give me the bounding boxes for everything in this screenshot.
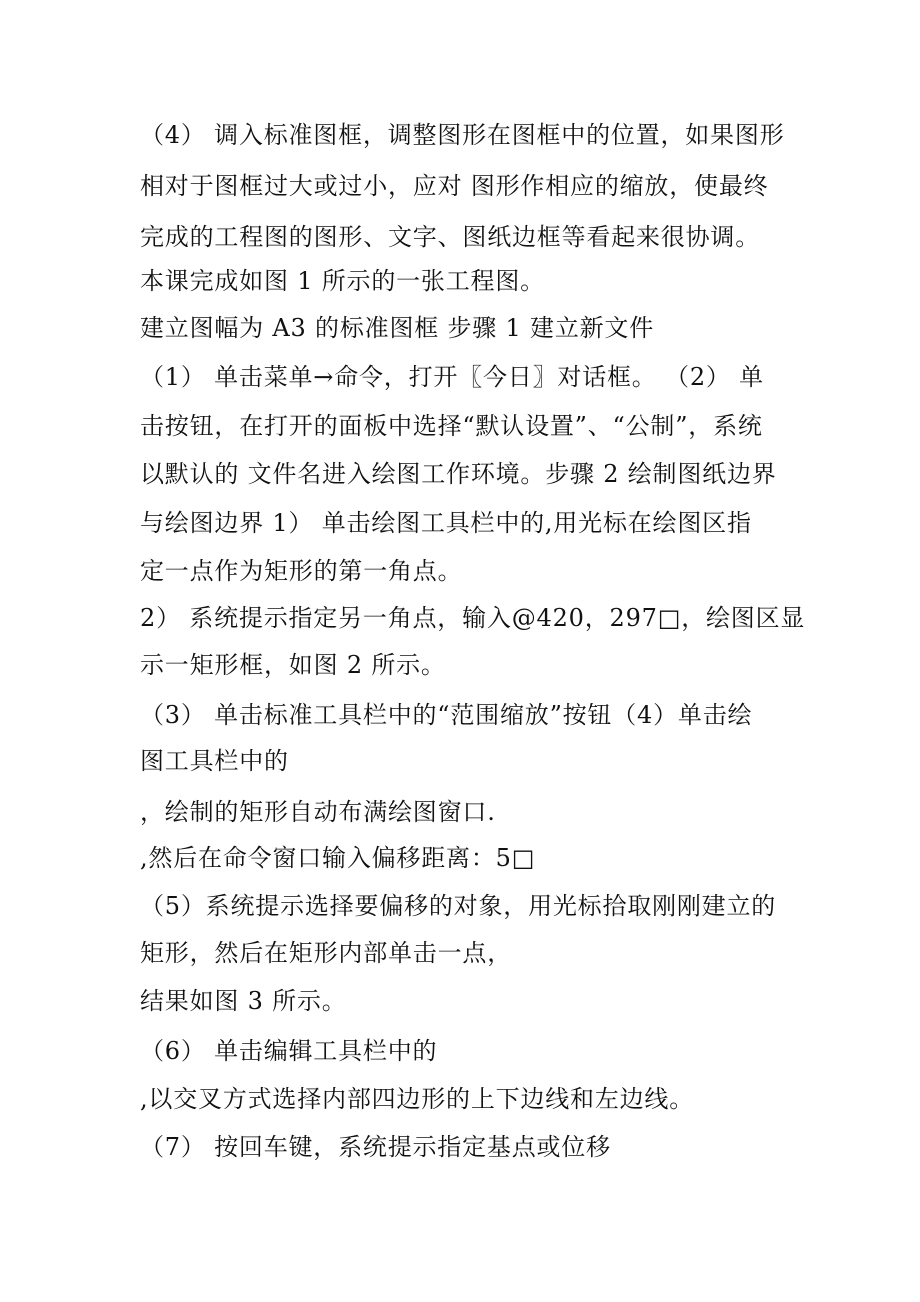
text-line: （1） 单击菜单→命令，打开〖今日〗对话框。 （2） 单 [140,363,764,391]
text-line: 完成的工程图的图形、文字、图纸边框等看起来很协调。 [140,223,760,251]
text-line: ，绘制的矩形自动布满绘图窗口. [140,798,496,826]
text-line: 击按钮，在打开的面板中选择“默认设置”、“公制”，系统 [140,412,763,440]
text-line: 相对于图框过大或过小，应对 图形作相应的缩放，使最终 [140,172,769,200]
text-line: 2） 系统提示指定另一角点，输入@420，297□，绘图区显 [140,604,806,632]
text-line: 结果如图 3 所示。 [140,987,347,1015]
text-line: 与绘图边界 1） 单击绘图工具栏中的,用光标在绘图区指 [140,509,752,537]
text-line: ,以交叉方式选择内部四边形的上下边线和左边线。 [140,1085,695,1113]
text-line: 定一点作为矩形的第一角点。 [140,557,463,585]
text-line: 示一矩形框，如图 2 所示。 [140,651,446,679]
text-line: （3） 单击标准工具栏中的“范围缩放”按钮（4）单击绘 [140,701,753,729]
text-line: 以默认的 文件名进入绘图工作环境。步骤 2 绘制图纸边界 [140,460,777,488]
text-line: 图工具栏中的 [140,747,289,775]
text-line: 矩形，然后在矩形内部单击一点， [140,939,512,967]
text-line: （5）系统提示选择要偏移的对象，用光标拾取刚刚建立的 [140,892,777,920]
text-line: （7） 按回车键，系统提示指定基点或位移 [140,1133,611,1161]
text-line: 建立图幅为 A3 的标准图框 步骤 1 建立新文件 [140,314,655,342]
text-line: ,然后在命令窗口输入偏移距离：5□ [140,844,536,872]
text-line: 本课完成如图 1 所示的一张工程图。 [140,267,545,295]
text-line: （4） 调入标准图框，调整图形在图框中的位置，如果图形 [140,121,785,149]
text-line: （6） 单击编辑工具栏中的 [140,1037,438,1065]
